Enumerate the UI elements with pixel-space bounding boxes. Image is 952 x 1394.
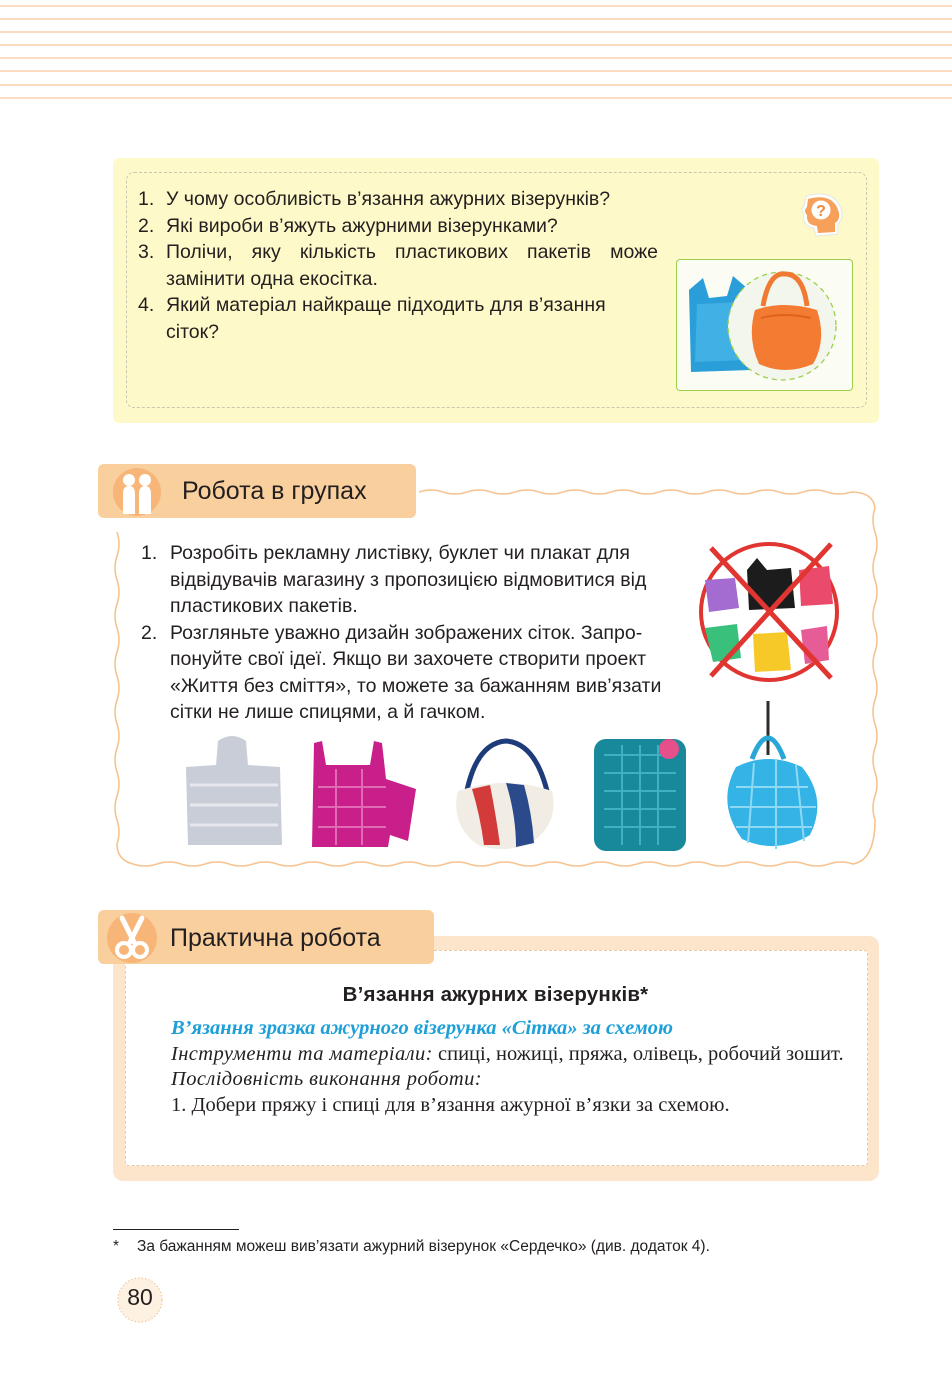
practical-text [141,1016,859,1118]
questions-list [138,186,658,345]
question-item: 3. Полічи, яку кількість пластикових пакетів може замінити одна екосітка. [138,241,658,290]
scissors-icon [104,910,160,966]
plastic-vs-eco-bag-image [676,259,853,391]
knitted-bags-image [176,695,866,855]
footnote-divider [113,1229,239,1230]
group-task-item: 1. Розробіть рекламну листівку, буклет чи плакат для відвідувачів магазину з пропозицією відмовитися від пластикових пакетів. [141,542,647,617]
sequence-label: Послідовність виконання роботи: [171,1068,482,1090]
page-number: 80 [127,1284,153,1310]
practical-heading: В’язання ажурних візерунків* [342,983,649,1006]
footnote-text: За бажанням можеш вив’язати ажурний візерунок «Сердечко» (див. додаток 4). [137,1238,710,1255]
practical-subtitle: В’язання зразка ажурного візерунка «Сітка» за схемою [171,1017,673,1039]
tools-label: Інструменти та матеріали: [171,1042,433,1065]
footnote-mark: * [113,1238,120,1255]
tools-text: спиці, ножиці, пряжа, олівець, робочий зошит. [432,1042,844,1065]
question-head-icon [796,190,846,240]
question-item: 4. Який матеріал найкраще підходить для в’язання сіток? [138,294,606,343]
question-item: 2. Які вироби в’яжуть ажурними візерунками? [138,214,558,237]
group-work-icon [107,464,165,520]
footnote [113,1238,873,1256]
question-item: 1. У чому особливість в’язання ажурних візерунків? [138,188,611,210]
group-work-title: Робота в групах [182,477,367,505]
svg-text:?: ? [816,203,826,220]
tools-paragraph [141,1042,859,1068]
step-1: 1. Добери пряжу і спиці для в’язання ажурної в’язки за схемою. [171,1093,730,1116]
header-stripes [0,0,952,102]
group-task-item: 2. Розгляньте уважно дизайн зображених сіток. Запропонуйте свої ідеї. Якщо ви захочете створити проект «Життя без сміття», то можете за бажанням вив’язати сітки не лише спицями, а й гачком. [141,621,662,723]
practical-work-title: Практична робота [170,924,381,952]
no-plastic-bags-image [697,540,842,685]
